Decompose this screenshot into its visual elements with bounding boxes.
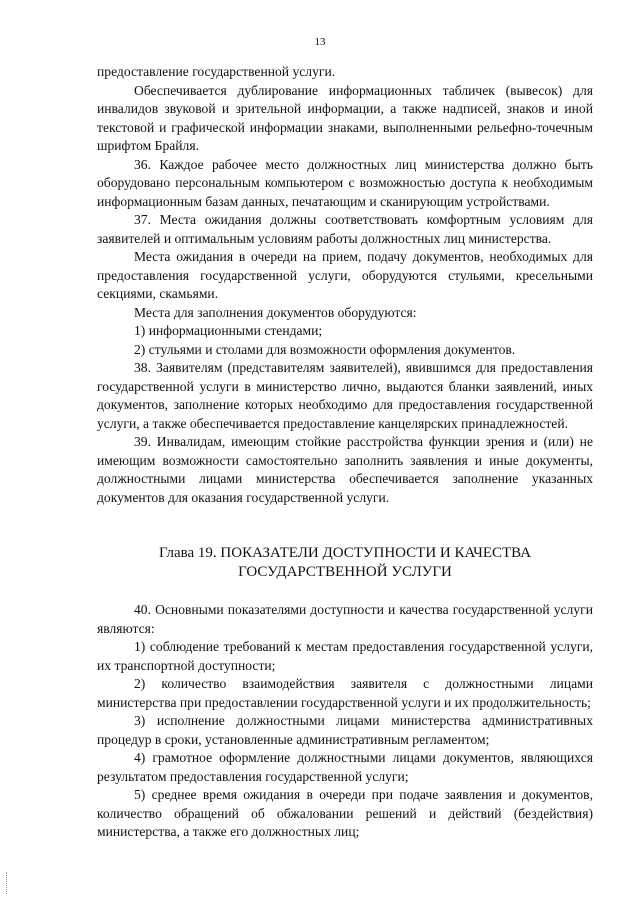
paragraph: Места для заполнения документов оборудуются: <box>134 304 417 320</box>
body-text-block-1 <box>97 63 593 507</box>
list-item: 4) грамотное оформление должностными лицами документов, являющихся результатом предоставления государственной услуги; <box>97 750 593 784</box>
list-item: 1) соблюдение требований к местам предоставления государственной услуги, их транспортной доступности; <box>97 639 593 673</box>
list-item: 5) среднее время ожидания в очереди при подаче заявления и документов, количество обращений об обжаловании решений и действий (бездействия) министерства, а также его должностных лиц; <box>97 787 593 839</box>
chapter-title <box>97 544 593 581</box>
paragraph-item-40: 40. Основными показателями доступности и качества государственной услуги являются: <box>97 602 593 636</box>
list-item: 2) стульями и столами для возможности оформления документов. <box>134 341 516 357</box>
paragraph: предоставление государственной услуги. <box>97 64 336 79</box>
paragraph-item-36: 36. Каждое рабочее место должностных лиц министерства должно быть оборудовано персональным компьютером с возможностью доступа к необходимым информационным базам данных, печатающим и сканирующим устройствами. <box>97 156 593 209</box>
paragraph-item-39: 39. Инвалидам, имеющим стойкие расстройства функции зрения и (или) не имеющим возможности самостоятельно заполнить заявления и иные документы, должностными лицами министерства обеспечивается заполнение указанных документов для оказания государственной услуги. <box>97 434 593 505</box>
body-text-block-2 <box>97 601 593 842</box>
chapter-title-line-2: ГОСУДАРСТВЕННОЙ УСЛУГИ <box>238 563 452 580</box>
list-item: 2) количество взаимодействия заявителя с должностными лицами министерства при предоставлении государственной услуги и их продолжительность; <box>97 676 593 710</box>
paragraph: Места ожидания в очереди на прием, подачу документов, необходимых для предоставления государственной услуги, оборудуются стульями, кресельными секциями, скамьями. <box>97 249 593 301</box>
chapter-title-line-1: Глава 19. ПОКАЗАТЕЛИ ДОСТУПНОСТИ И КАЧЕСТВА <box>158 545 532 561</box>
paragraph-item-38: 38. Заявителям (представителям заявителей), явившимся для предоставления государственной услуги в министерство лично, выдаются бланки заявлений, иных документов, заполнение которых необходимо для предоставления государственной услуги, а также обеспечивается предоставление канцелярских принадлежностей. <box>97 360 593 431</box>
scan-edge-mark <box>6 872 8 894</box>
paragraph: Обеспечивается дублирование информационных табличек (вывесок) для инвалидов звуковой и зрительной информации, а также надписей, знаков и иной текстовой и графической информации знаками, выполненными рельефно-точечным шрифтом Брайля. <box>97 82 593 153</box>
list-item: 3) исполнение должностными лицами министерства административных процедур в сроки, установленные административным регламентом; <box>97 713 593 747</box>
paragraph-item-37: 37. Места ожидания должны соответствовать комфортным условиям для заявителей и оптимальным условиям работы должностных лиц министерства. <box>97 212 593 246</box>
page-number: 13 <box>314 36 326 48</box>
list-item: 1) информационными стендами; <box>134 323 323 338</box>
